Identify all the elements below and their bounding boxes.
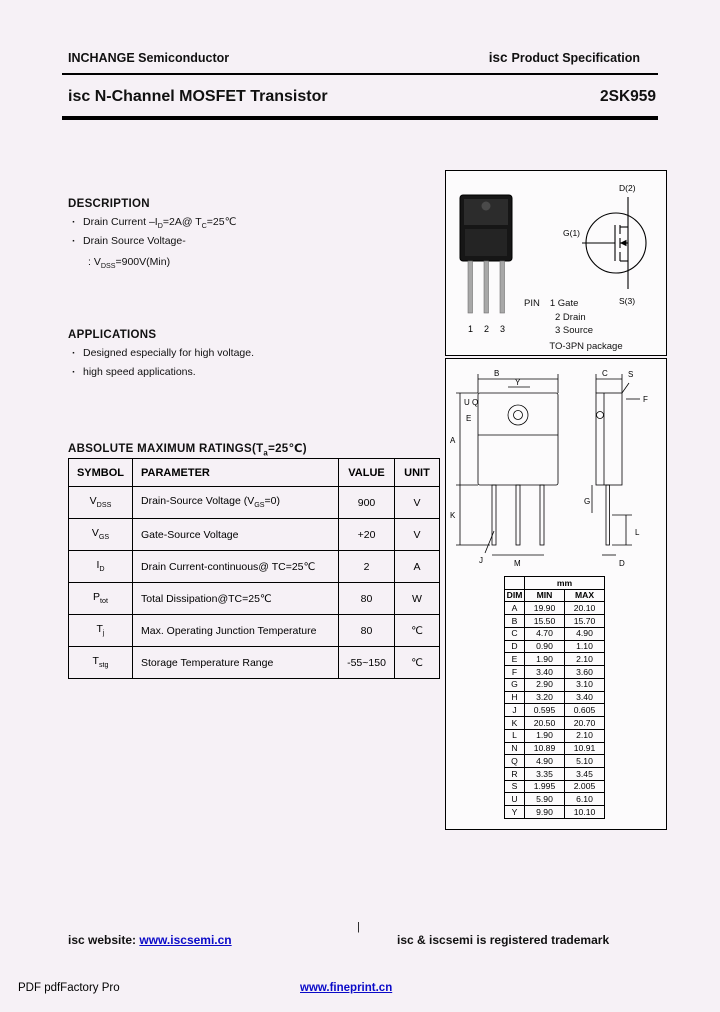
transistor-photo [456, 191, 518, 339]
pdf-factory-notice: PDF pdfFactory Pro [18, 982, 120, 994]
col-value: VALUE [339, 459, 395, 487]
dimension-min: 1.90 [525, 729, 565, 742]
dimension-letter: Q [505, 755, 525, 768]
symbol-gate-label: G(1) [563, 228, 580, 238]
rating-symbol: $V_{GS}$ [69, 519, 133, 551]
description-bullet-2-text: Drain Source Voltage- [83, 235, 186, 247]
description-bullet-1-text: Drain Current $-I_D=2A@$ $T_C=25℃$ [83, 216, 237, 231]
dimension-max: 10.10 [565, 806, 605, 819]
dimension-letter: K [505, 717, 525, 730]
lead-number-3: 3 [499, 324, 506, 334]
product-spec-label [489, 50, 640, 65]
dims-unit-header: mm [525, 577, 605, 590]
dimension-letter: F [505, 666, 525, 679]
dimension-row [505, 806, 605, 819]
dimension-min: 10.89 [525, 742, 565, 755]
pin-assignment [524, 297, 593, 338]
dimension-max: 10.91 [565, 742, 605, 755]
dimension-letter: E [505, 653, 525, 666]
dimension-min: 0.595 [525, 704, 565, 717]
header-rule [62, 73, 658, 75]
dim-label-q: Q [472, 398, 479, 407]
dimension-max: 3.10 [565, 678, 605, 691]
dimension-max: 6.10 [565, 793, 605, 806]
dimension-row [505, 704, 605, 717]
dimensions-table [504, 576, 605, 819]
dimension-row [505, 640, 605, 653]
dimension-min: 5.90 [525, 793, 565, 806]
bullet-glyph: · [72, 235, 76, 247]
dimension-row [505, 615, 605, 628]
title-row [68, 88, 656, 106]
dim-label-g: G [584, 497, 591, 506]
dimension-min: 9.90 [525, 806, 565, 819]
pin-3: 3 Source [555, 325, 594, 336]
dimension-min: 4.90 [525, 755, 565, 768]
dim-label-e: E [466, 414, 472, 423]
dimension-row [505, 653, 605, 666]
dimension-letter: H [505, 691, 525, 704]
rating-row [69, 615, 440, 647]
rating-row [69, 519, 440, 551]
rating-value: 80 [339, 583, 395, 615]
description-bullet-1 [72, 216, 236, 230]
dimension-row [505, 755, 605, 768]
dimension-min: 3.40 [525, 666, 565, 679]
rating-parameter: Storage Temperature Range [133, 647, 339, 679]
dimension-max: 4.90 [565, 627, 605, 640]
dimension-min: 1.995 [525, 780, 565, 793]
dimension-row [505, 780, 605, 793]
rating-unit: V [395, 519, 440, 551]
dimension-max: 3.60 [565, 666, 605, 679]
bullet-glyph: · [72, 366, 76, 378]
dimension-letter: B [505, 615, 525, 628]
dimension-letter: U [505, 793, 525, 806]
lead-number-2: 2 [483, 324, 490, 334]
footer-page-mark: | [357, 921, 360, 933]
dim-label-s: S [628, 370, 634, 379]
spec-text: Product Specification [511, 51, 640, 65]
page-header [68, 50, 640, 65]
fineprint-link[interactable]: www.fineprint.cn [300, 982, 393, 994]
dimension-letter: N [505, 742, 525, 755]
dim-label-f: F [643, 395, 648, 404]
dimension-letter: L [505, 729, 525, 742]
dims-corner-cell [505, 577, 525, 590]
dimension-letter: A [505, 602, 525, 615]
bullet-glyph: · [72, 347, 76, 359]
dimension-letter: R [505, 768, 525, 781]
dimension-row [505, 717, 605, 730]
rating-unit: W [395, 583, 440, 615]
pin-2: 2 Drain [555, 311, 586, 323]
package-name: TO-3PN package [549, 341, 623, 352]
dimension-max: 2.005 [565, 780, 605, 793]
rating-parameter: Max. Operating Junction Temperature [133, 615, 339, 647]
rating-unit: ℃ [395, 647, 440, 679]
rating-value: -55~150 [339, 647, 395, 679]
dimension-max: 3.45 [565, 768, 605, 781]
dimension-min: 2.90 [525, 678, 565, 691]
applications-bullet-2 [72, 366, 196, 378]
dimension-row [505, 793, 605, 806]
bullet-glyph: · [72, 216, 76, 228]
description-bullet-2 [72, 235, 186, 247]
dimension-letter: Y [505, 806, 525, 819]
dim-label-j: J [479, 556, 483, 565]
mosfet-symbol-diagram [562, 177, 664, 309]
dimension-max: 1.10 [565, 640, 605, 653]
dimension-min: 1.90 [525, 653, 565, 666]
trademark-notice: isc & iscsemi is registered trademark [397, 933, 610, 947]
iscsemi-link[interactable]: www.iscsemi.cn [139, 933, 232, 947]
rating-parameter: Drain Current-continuous@ TC=25℃ [133, 551, 339, 583]
applications-bullet-1-text: Designed especially for high voltage. [83, 347, 255, 359]
dimension-max: 2.10 [565, 653, 605, 666]
dim-label-c: C [602, 369, 608, 378]
dim-label-y: Y [515, 378, 521, 387]
dimension-min: 3.20 [525, 691, 565, 704]
dim-label-l: L [635, 528, 640, 537]
applications-bullet-2-text: high speed applications. [83, 366, 196, 378]
dims-unit-row [505, 577, 605, 590]
dimension-min: 19.90 [525, 602, 565, 615]
dimension-max: 5.10 [565, 755, 605, 768]
rating-symbol: $I_D$ [69, 551, 133, 583]
dims-col-dim: DIM [505, 589, 525, 602]
max-ratings-table [68, 458, 440, 679]
company-name: INCHANGE Semiconductor [68, 51, 230, 65]
ratings-heading: ABSOLUTE MAXIMUM $RATINGS(T_a=25℃)$ [68, 443, 307, 458]
rating-value: 900 [339, 487, 395, 519]
isc-brand: isc [488, 50, 508, 65]
symbol-source-label: S(3) [619, 296, 636, 306]
rating-parameter: Total Dissipation@TC=25℃ [133, 583, 339, 615]
dimension-row [505, 742, 605, 755]
rating-row [69, 647, 440, 679]
dimension-row [505, 627, 605, 640]
col-parameter: PARAMETER [133, 459, 339, 487]
symbol-drain-label: D(2) [619, 183, 636, 193]
dims-col-min: MIN [525, 589, 565, 602]
dimension-min: 3.35 [525, 768, 565, 781]
rating-unit: V [395, 487, 440, 519]
dimension-row [505, 602, 605, 615]
dimension-row [505, 768, 605, 781]
dimension-max: 20.10 [565, 602, 605, 615]
package-outline-drawing [446, 363, 668, 575]
dim-label-u: U [464, 398, 470, 407]
col-unit: UNIT [395, 459, 440, 487]
rating-symbol: $V_{DSS}$ [69, 487, 133, 519]
dim-label-d: D [619, 559, 625, 568]
pin-1: 1 Gate [549, 298, 579, 309]
rating-row [69, 583, 440, 615]
dims-header-row [505, 589, 605, 602]
title-rule [62, 116, 658, 120]
dimension-row [505, 691, 605, 704]
fineprint-link-wrap [300, 982, 392, 994]
pin-label: PIN [524, 298, 540, 309]
rating-parameter: Drain-Source Voltage $(V_{GS}=0)$ [133, 487, 339, 519]
dimension-row [505, 678, 605, 691]
ratings-header-row [69, 459, 440, 487]
lead-number-1: 1 [467, 324, 474, 334]
rating-unit: A [395, 551, 440, 583]
dimension-letter: J [505, 704, 525, 717]
dimension-max: 2.10 [565, 729, 605, 742]
package-figure-box [445, 170, 667, 356]
pin-row-1 [524, 297, 593, 311]
dimension-min: 4.70 [525, 627, 565, 640]
rating-value: 80 [339, 615, 395, 647]
dimension-row [505, 729, 605, 742]
dim-label-b: B [494, 369, 500, 378]
dimension-letter: C [505, 627, 525, 640]
dims-col-max: MAX [565, 589, 605, 602]
dimension-letter: D [505, 640, 525, 653]
rating-parameter: Gate-Source Voltage [133, 519, 339, 551]
rating-row [69, 551, 440, 583]
rating-value: 2 [339, 551, 395, 583]
dimension-min: 20.50 [525, 717, 565, 730]
footer-website [68, 933, 232, 947]
dimension-max: 3.40 [565, 691, 605, 704]
rating-symbol: $T_{stg}$ [69, 647, 133, 679]
dimension-row [505, 666, 605, 679]
dimension-letter: S [505, 780, 525, 793]
applications-heading: APPLICATIONS [68, 329, 157, 341]
page-title: isc N-Channel MOSFET Transistor [68, 88, 328, 105]
rating-symbol: $T_j$ [69, 615, 133, 647]
website-label: isc website: [68, 933, 137, 947]
description-subline: : $V_{DSS}=900V(Min)$ [88, 256, 171, 271]
description-heading: DESCRIPTION [68, 198, 150, 210]
rating-value: +20 [339, 519, 395, 551]
dim-label-m: M [514, 559, 521, 568]
applications-bullet-1 [72, 347, 254, 359]
outline-figure-box [445, 358, 667, 830]
dimension-min: 15.50 [525, 615, 565, 628]
rating-symbol: $P_{tot}$ [69, 583, 133, 615]
part-number: 2SK959 [599, 88, 656, 105]
col-symbol: SYMBOL [69, 459, 133, 487]
dimension-max: 15.70 [565, 615, 605, 628]
rating-row [69, 487, 440, 519]
dimension-min: 0.90 [525, 640, 565, 653]
dimension-max: 0.605 [565, 704, 605, 717]
dimension-letter: G [505, 678, 525, 691]
dim-label-a: A [450, 436, 456, 445]
dim-label-k: K [450, 511, 456, 520]
rating-unit: ℃ [395, 615, 440, 647]
dimension-max: 20.70 [565, 717, 605, 730]
